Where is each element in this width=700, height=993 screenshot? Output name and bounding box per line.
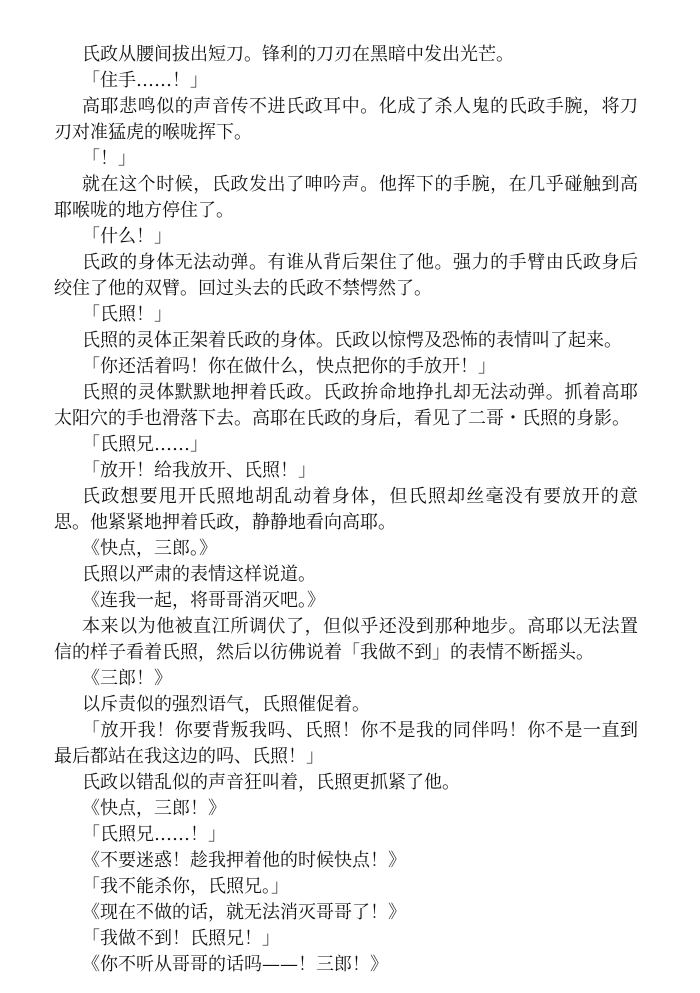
paragraph: 「放开我！你要背叛我吗、氏照！你不是我的同伴吗！你不是一直到最后都站在我这边的吗、氏照！」 xyxy=(54,720,638,767)
paragraph: 「氏照兄……！」 xyxy=(82,824,226,845)
paragraph: 「你还活着吗！你在做什么，快点把你的手放开！」 xyxy=(82,356,496,377)
paragraph: 《现在不做的话，就无法消灭哥哥了！》 xyxy=(82,902,406,923)
paragraph: 氏政以错乱似的声音狂叫着，氏照更抓紧了他。 xyxy=(82,772,460,793)
paragraph: 「氏照！」 xyxy=(82,304,172,325)
paragraph: 氏政想要甩开氏照地胡乱动着身体，但氏照却丝毫没有要放开的意思。他紧紧地押着氏政，静静地看向高耶。 xyxy=(54,486,638,533)
paragraph: 氏政从腰间拔出短刀。锋利的刀刃在黑暗中发出光芒。 xyxy=(82,44,514,65)
paragraph: 本来以为他被直江所调伏了，但似乎还没到那种地步。高耶以无法置信的样子看着氏照，然后以彷佛说着「我做不到」的表情不断摇头。 xyxy=(54,616,638,663)
paragraph: 氏照以严肃的表情这样说道。 xyxy=(82,564,316,585)
paragraph: 「放开！给我放开、氏照！」 xyxy=(82,460,316,481)
paragraph: 《不要迷惑！趁我押着他的时候快点！》 xyxy=(82,850,406,871)
paragraph: 「我不能杀你，氏照兄。」 xyxy=(82,876,289,897)
paragraph: 高耶悲鸣似的声音传不进氏政耳中。化成了杀人鬼的氏政手腕，将刀刃对准猛虎的喉咙挥下。 xyxy=(54,96,638,143)
paragraph: 「我做不到！氏照兄！」 xyxy=(82,928,280,949)
paragraph: 《快点，三郎。》 xyxy=(82,538,217,559)
paragraph: 《三郎！》 xyxy=(82,668,172,689)
paragraph: 氏政的身体无法动弹。有谁从背后架住了他。强力的手臂由氏政身后绞住了他的双臂。回过头去的氏政不禁愕然了。 xyxy=(54,252,638,299)
paragraph: 氏照的灵体默默地押着氏政。氏政拚命地挣扎却无法动弹。抓着高耶太阳穴的手也滑落下去。高耶在氏政的身后，看见了二哥・氏照的身影。 xyxy=(54,382,638,429)
paragraph: 「！」 xyxy=(82,148,136,169)
paragraph: 《你不听从哥哥的话吗——！三郎！》 xyxy=(82,954,388,975)
paragraph: 「住手……！」 xyxy=(82,70,208,91)
paragraph: 就在这个时候，氏政发出了呻吟声。他挥下的手腕，在几乎碰触到高耶喉咙的地方停住了。 xyxy=(54,174,638,221)
paragraph: 「氏照兄……」 xyxy=(82,434,208,455)
paragraph: 以斥责似的强烈语气，氏照催促着。 xyxy=(82,694,370,715)
paragraph: 《连我一起，将哥哥消灭吧。》 xyxy=(82,590,325,611)
paragraph: 「什么！」 xyxy=(82,226,172,247)
text-body xyxy=(54,42,638,978)
paragraph: 《快点，三郎！》 xyxy=(82,798,226,819)
paragraph: 氏照的灵体正架着氏政的身体。氏政以惊愕及恐怖的表情叫了起来。 xyxy=(82,330,622,351)
